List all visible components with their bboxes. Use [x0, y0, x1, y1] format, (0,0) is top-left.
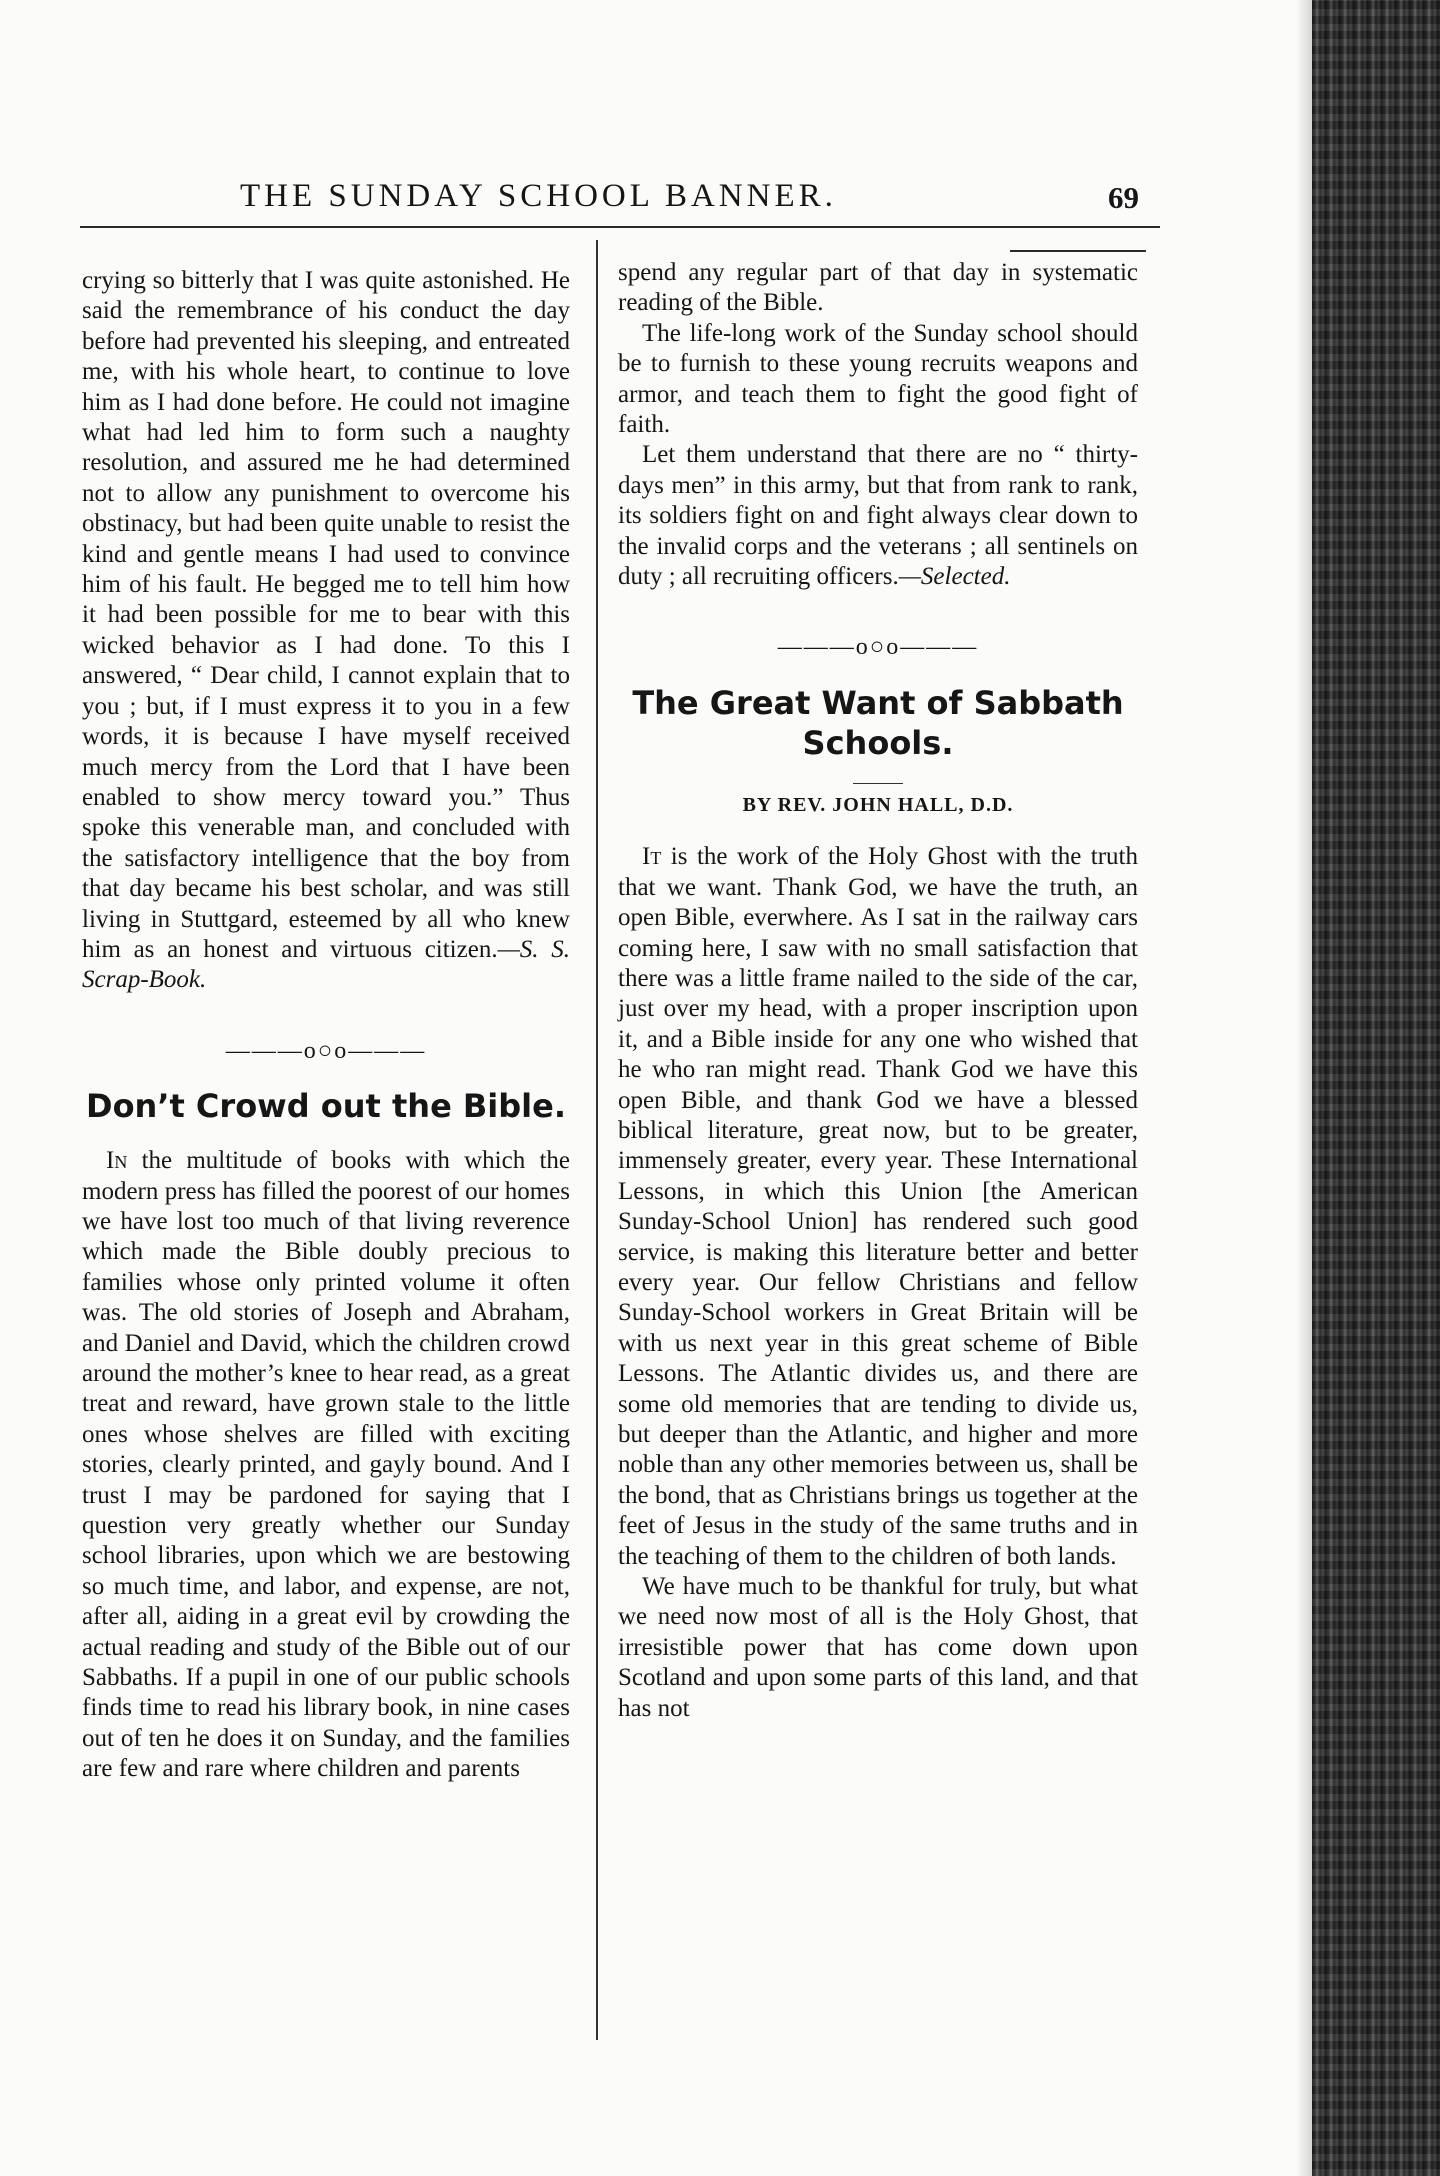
article-body-text: the multitude of books with which the modern press has filled the poorest of our homes we have lost too much of that living reverence which made the Bible doubly precious to families whose only printed volume it often was. The old stories of Joseph and Abraham, and Daniel and David, which the children crowd around the mother’s knee to hear read, as a great treat and reward, have grown stale to the little ones whose shelves are filled with exciting stories, clearly printed, and gayly bound. And I trust I may be pardoned for saying that I question very greatly whether our Sunday school libraries, upon which we are bestowing so much time, and labor, and expense, are not, after all, aiding in a great evil by crowding the actual reading and study of the Bible out of our Sabbaths. If a pupil in one of our public schools finds time to read his library book, in nine cases out of ten he does it on Sunday, and the families are few and rare where children and parents	[82, 1147, 570, 1783]
article-title-sabbath: The Great Want of Sabbath Schools.	[632, 683, 1124, 762]
continued-story-source: —S. S. Scrap-Book.	[82, 935, 570, 994]
article-byline: BY REV. JOHN HALL, D.D.	[742, 793, 1014, 816]
header-rule-short	[1010, 250, 1146, 252]
paragraph-source: —Selected.	[898, 563, 1011, 591]
continued-story	[82, 266, 570, 996]
book-binding-edge	[1312, 0, 1440, 2176]
article-body-bible	[82, 1146, 570, 1785]
section-ornament: ———o○o———	[225, 1037, 427, 1064]
section-ornament: ———o○o———	[777, 634, 979, 661]
title-rule	[853, 783, 903, 784]
continued-story-text: crying so bitterly that I was quite astonished. He said the remembrance of his conduct the day before had prevented his sleeping, and entreated me, with his whole heart, to continue to love him as I had done before. He could not imagine what had led him to form such a naughty resolution, and assured me he had determined not to allow any punishment to overcome his obstinacy, but had been quite unable to resist the kind and gentle means I had used to convince him of his fault. He begged me to tell him how it had been possible for me to bear with this wicked behavior as I had done. To this I answered, “ Dear child, I cannot explain that to you ; but, if I must express it to you in a few words, it is because I have myself received much mercy from the Lord that I have been enabled to show mercy toward you.” Thus spoke this venerable man, and concluded with the satisfactory intelligence that the boy from that day became his best scholar, and was still living in Stuttgard, esteemed by all who knew him as an honest and virtuous citizen.	[82, 267, 570, 963]
left-column	[82, 266, 570, 1785]
running-title: THE SUNDAY SCHOOL BANNER.	[240, 178, 837, 214]
paragraph: The life-long work of the Sunday school should be to furnish to these young recruits weapons and armor, and teach them to fight the good fight of faith.	[618, 319, 1138, 439]
page-header	[80, 176, 1160, 226]
paragraph	[618, 440, 1138, 592]
paragraph-text: Let them understand that there are no “ thirty-days men” in this army, but that from rank to rank, its soldiers fight on and fight always clear down to the invalid corps and the veterans ; all sentinels on duty ; all recruiting officers.	[618, 441, 1138, 591]
right-column	[618, 258, 1138, 1724]
article-body-sabbath-2: We have much to be thankful for truly, but what we need now most of all is the Holy Ghost, that irresistible power that has come down upon Scotland and upon some parts of this land, and that has not	[618, 1573, 1138, 1722]
header-rule	[80, 226, 1160, 228]
column-divider	[596, 240, 598, 2040]
dropcap: It	[642, 843, 662, 871]
article-title-bible: Don’t Crowd out the Bible.	[86, 1087, 566, 1126]
paragraph: spend any regular part of that day in systematic reading of the Bible.	[618, 259, 1138, 317]
page-edge-shadow	[1296, 0, 1312, 2176]
article-body-text: is the work of the Holy Ghost with the truth that we want. Thank God, we have the truth, an open Bible, everwhere. As I sat in the railway cars coming here, I saw with no small satisfaction that there was a little frame nailed to the side of the car, just over my head, with a proper inscription upon it, and a Bible inside for any one who wished that he who ran might read. Thank God we have this open Bible, and thank God we have a blessed biblical literature, great now, but to be greater, immensely greater, every year. These International Lessons, in which this Union [the American Sunday-School Union] has rendered such good service, is making this literature better and better every year. Our fellow Christians and fellow Sunday-School workers in Great Britain will be with us next year in this great scheme of Bible Lessons. The Atlantic divides us, and there are some old memories that are tending to divide us, but deeper than the Atlantic, and higher and more noble than any other memories between us, shall be the bond, that as Christians brings us together at the feet of Jesus in the study of the same truths and in the teaching of them to the children of both lands.	[618, 843, 1138, 1570]
dropcap: In	[106, 1147, 128, 1175]
page-number: 69	[1108, 180, 1139, 215]
article-body-sabbath	[618, 842, 1138, 1572]
